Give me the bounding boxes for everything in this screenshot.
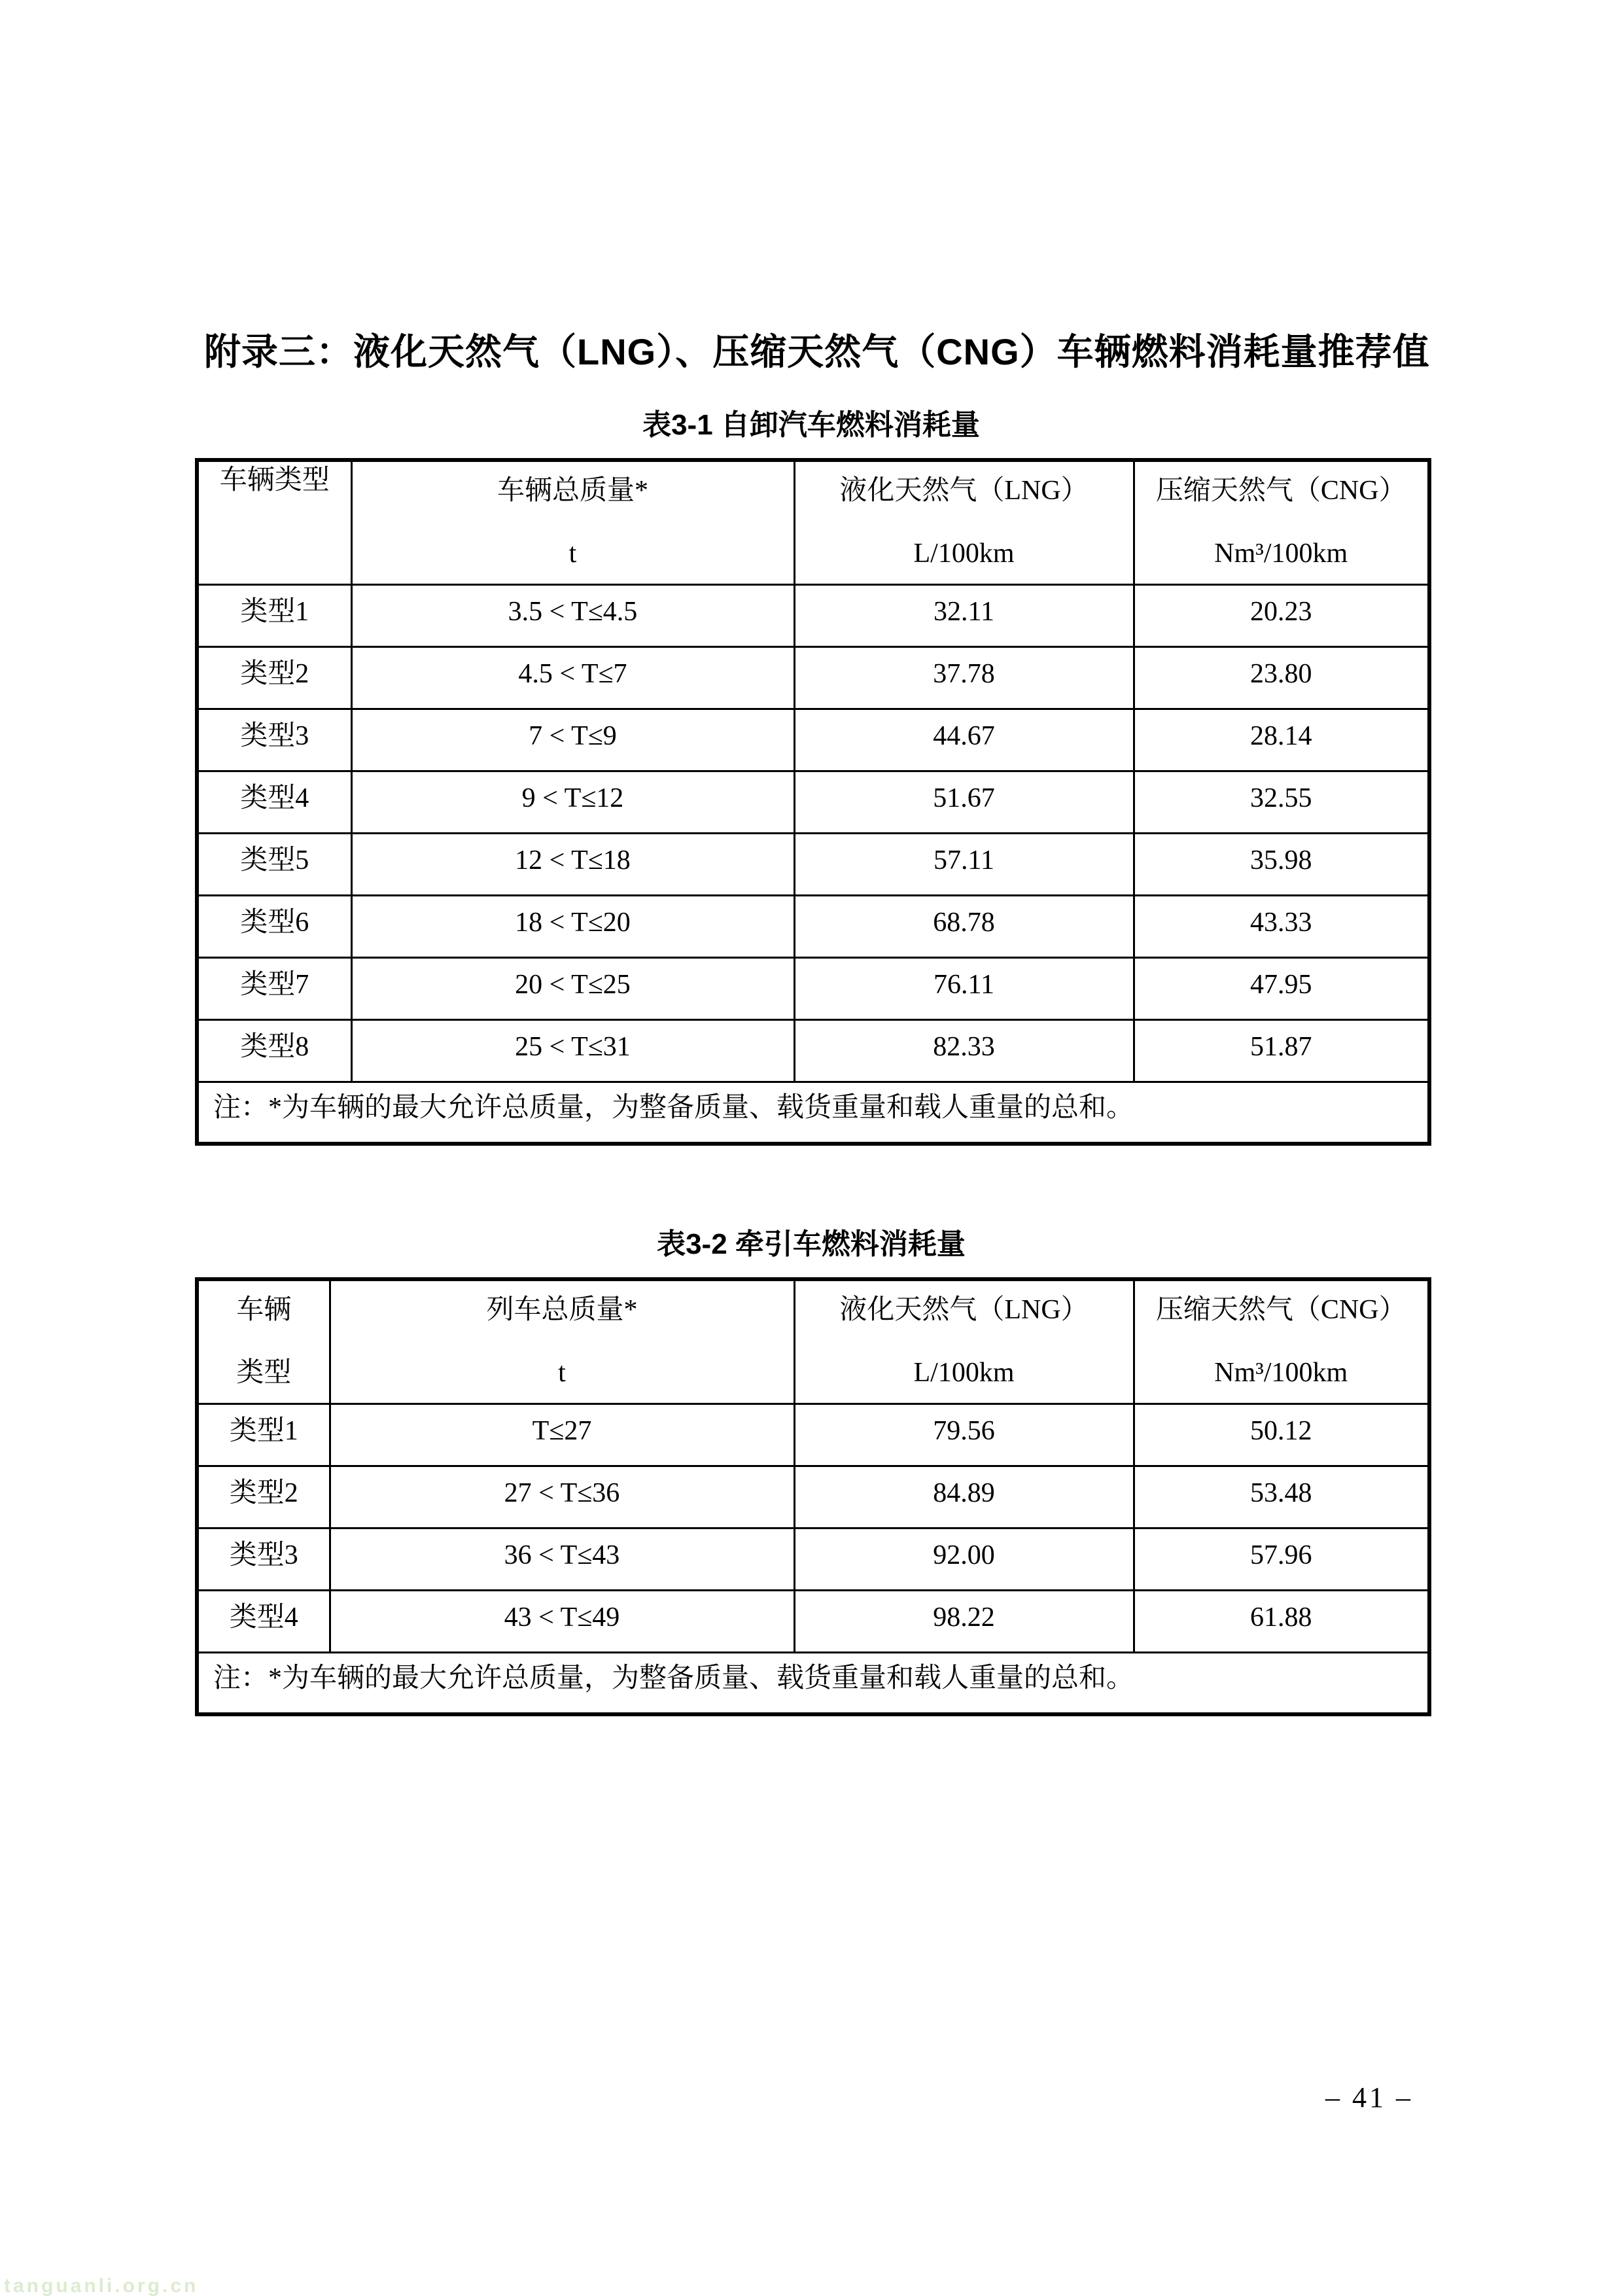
table2-header-cng — [1134, 1279, 1429, 1404]
cng-value-cell: 50.12 — [1134, 1404, 1429, 1466]
vehicle-type-cell: 类型2 — [197, 646, 351, 709]
mass-range-cell: 12 < T≤18 — [351, 833, 794, 895]
table-row — [197, 771, 1429, 833]
table1-header-gross-mass — [351, 460, 794, 584]
table-row — [197, 584, 1429, 646]
table-row — [197, 957, 1429, 1019]
table1-header-gross-mass-unit: t — [568, 539, 577, 569]
table2-header-vehicle-type-line1: 车辆 — [236, 1295, 292, 1325]
mass-range-cell: 9 < T≤12 — [351, 771, 794, 833]
table1-header-lng-unit: L/100km — [913, 539, 1015, 569]
table1-header-vehicle-type-label: 车辆类型 — [219, 465, 330, 495]
cng-value-cell: 57.96 — [1134, 1528, 1429, 1590]
vehicle-type-cell: 类型1 — [197, 584, 351, 646]
lng-value-cell: 98.22 — [794, 1590, 1134, 1652]
vehicle-type-cell: 类型3 — [197, 709, 351, 771]
table1-header-lng-label: 液化天然气（LNG） — [839, 476, 1089, 506]
vehicle-type-cell: 类型3 — [197, 1528, 330, 1590]
lng-value-cell: 92.00 — [794, 1528, 1134, 1590]
mass-range-cell: T≤27 — [330, 1404, 794, 1466]
table1-header-vehicle-type — [197, 460, 351, 584]
lng-value-cell: 57.11 — [794, 833, 1134, 895]
table1-header-row — [197, 460, 1429, 584]
mass-range-cell: 7 < T≤9 — [351, 709, 794, 771]
page-number: – 41 – — [1325, 2081, 1413, 2113]
table-row — [197, 1590, 1429, 1652]
table2-header-lng — [794, 1279, 1134, 1404]
vehicle-type-cell: 类型4 — [197, 771, 351, 833]
table1-footnote-row — [197, 1082, 1429, 1144]
mass-range-cell: 3.5 < T≤4.5 — [351, 584, 794, 646]
cng-value-cell: 53.48 — [1134, 1466, 1429, 1528]
table2-header-gross-mass-unit: t — [558, 1358, 566, 1388]
table2-header-gross-mass-label: 列车总质量* — [486, 1295, 638, 1325]
table1-header-lng — [794, 460, 1134, 584]
table1-header-cng-label: 压缩天然气（CNG） — [1155, 476, 1406, 506]
lng-value-cell: 51.67 — [794, 771, 1134, 833]
table2-tractor-fuel-consumption — [195, 1277, 1431, 1716]
cng-value-cell: 32.55 — [1134, 771, 1429, 833]
mass-range-cell: 25 < T≤31 — [351, 1019, 794, 1082]
table1-caption: 表3-1 自卸汽车燃料消耗量 — [642, 409, 980, 441]
table2-header-gross-mass — [330, 1279, 794, 1404]
table1-header-cng-unit: Nm³/100km — [1214, 539, 1348, 569]
vehicle-type-cell: 类型6 — [197, 895, 351, 957]
mass-range-cell: 43 < T≤49 — [330, 1590, 794, 1652]
vehicle-type-cell: 类型7 — [197, 957, 351, 1019]
table-row — [197, 709, 1429, 771]
lng-value-cell: 44.67 — [794, 709, 1134, 771]
table2-header-vehicle-type-line2: 类型 — [236, 1358, 292, 1388]
cng-value-cell: 47.95 — [1134, 957, 1429, 1019]
table2-caption: 表3-2 牵引车燃料消耗量 — [657, 1228, 966, 1260]
lng-value-cell: 84.89 — [794, 1466, 1134, 1528]
mass-range-cell: 20 < T≤25 — [351, 957, 794, 1019]
cng-value-cell: 51.87 — [1134, 1019, 1429, 1082]
watermark-text: tanguanli.org.cn — [4, 2275, 199, 2296]
table-row — [197, 1404, 1429, 1466]
vehicle-type-cell: 类型5 — [197, 833, 351, 895]
cng-value-cell: 23.80 — [1134, 646, 1429, 709]
lng-value-cell: 32.11 — [794, 584, 1134, 646]
vehicle-type-cell: 类型8 — [197, 1019, 351, 1082]
cng-value-cell: 61.88 — [1134, 1590, 1429, 1652]
cng-value-cell: 43.33 — [1134, 895, 1429, 957]
table-row — [197, 646, 1429, 709]
vehicle-type-cell: 类型1 — [197, 1404, 330, 1466]
page-title: 附录三：液化天然气（LNG）、压缩天然气（CNG）车辆燃料消耗量推荐值 — [204, 331, 1430, 372]
table2-footnote: 注：*为车辆的最大允许总质量，为整备质量、载货重量和载人重量的总和。 — [197, 1652, 1429, 1714]
table-row — [197, 1528, 1429, 1590]
cng-value-cell: 35.98 — [1134, 833, 1429, 895]
cng-value-cell: 28.14 — [1134, 709, 1429, 771]
table2-header-cng-label: 压缩天然气（CNG） — [1155, 1295, 1406, 1325]
table-row — [197, 833, 1429, 895]
table1-footnote: 注：*为车辆的最大允许总质量，为整备质量、载货重量和载人重量的总和。 — [197, 1082, 1429, 1144]
table2-header-cng-unit: Nm³/100km — [1214, 1358, 1348, 1388]
mass-range-cell: 36 < T≤43 — [330, 1528, 794, 1590]
cng-value-cell: 20.23 — [1134, 584, 1429, 646]
table-row — [197, 1466, 1429, 1528]
table2-footnote-row — [197, 1652, 1429, 1714]
table2-header-lng-unit: L/100km — [913, 1358, 1015, 1388]
vehicle-type-cell: 类型4 — [197, 1590, 330, 1652]
lng-value-cell: 82.33 — [794, 1019, 1134, 1082]
lng-value-cell: 68.78 — [794, 895, 1134, 957]
mass-range-cell: 4.5 < T≤7 — [351, 646, 794, 709]
table1-header-cng — [1134, 460, 1429, 584]
table-row — [197, 895, 1429, 957]
table2-header-lng-label: 液化天然气（LNG） — [839, 1295, 1089, 1325]
table2-header-vehicle-type — [197, 1279, 330, 1404]
lng-value-cell: 37.78 — [794, 646, 1134, 709]
table1-dump-truck-fuel-consumption — [195, 458, 1431, 1146]
table1-header-gross-mass-label: 车辆总质量* — [497, 476, 648, 506]
table2-header-row — [197, 1279, 1429, 1404]
lng-value-cell: 79.56 — [794, 1404, 1134, 1466]
mass-range-cell: 18 < T≤20 — [351, 895, 794, 957]
mass-range-cell: 27 < T≤36 — [330, 1466, 794, 1528]
table-row — [197, 1019, 1429, 1082]
lng-value-cell: 76.11 — [794, 957, 1134, 1019]
vehicle-type-cell: 类型2 — [197, 1466, 330, 1528]
